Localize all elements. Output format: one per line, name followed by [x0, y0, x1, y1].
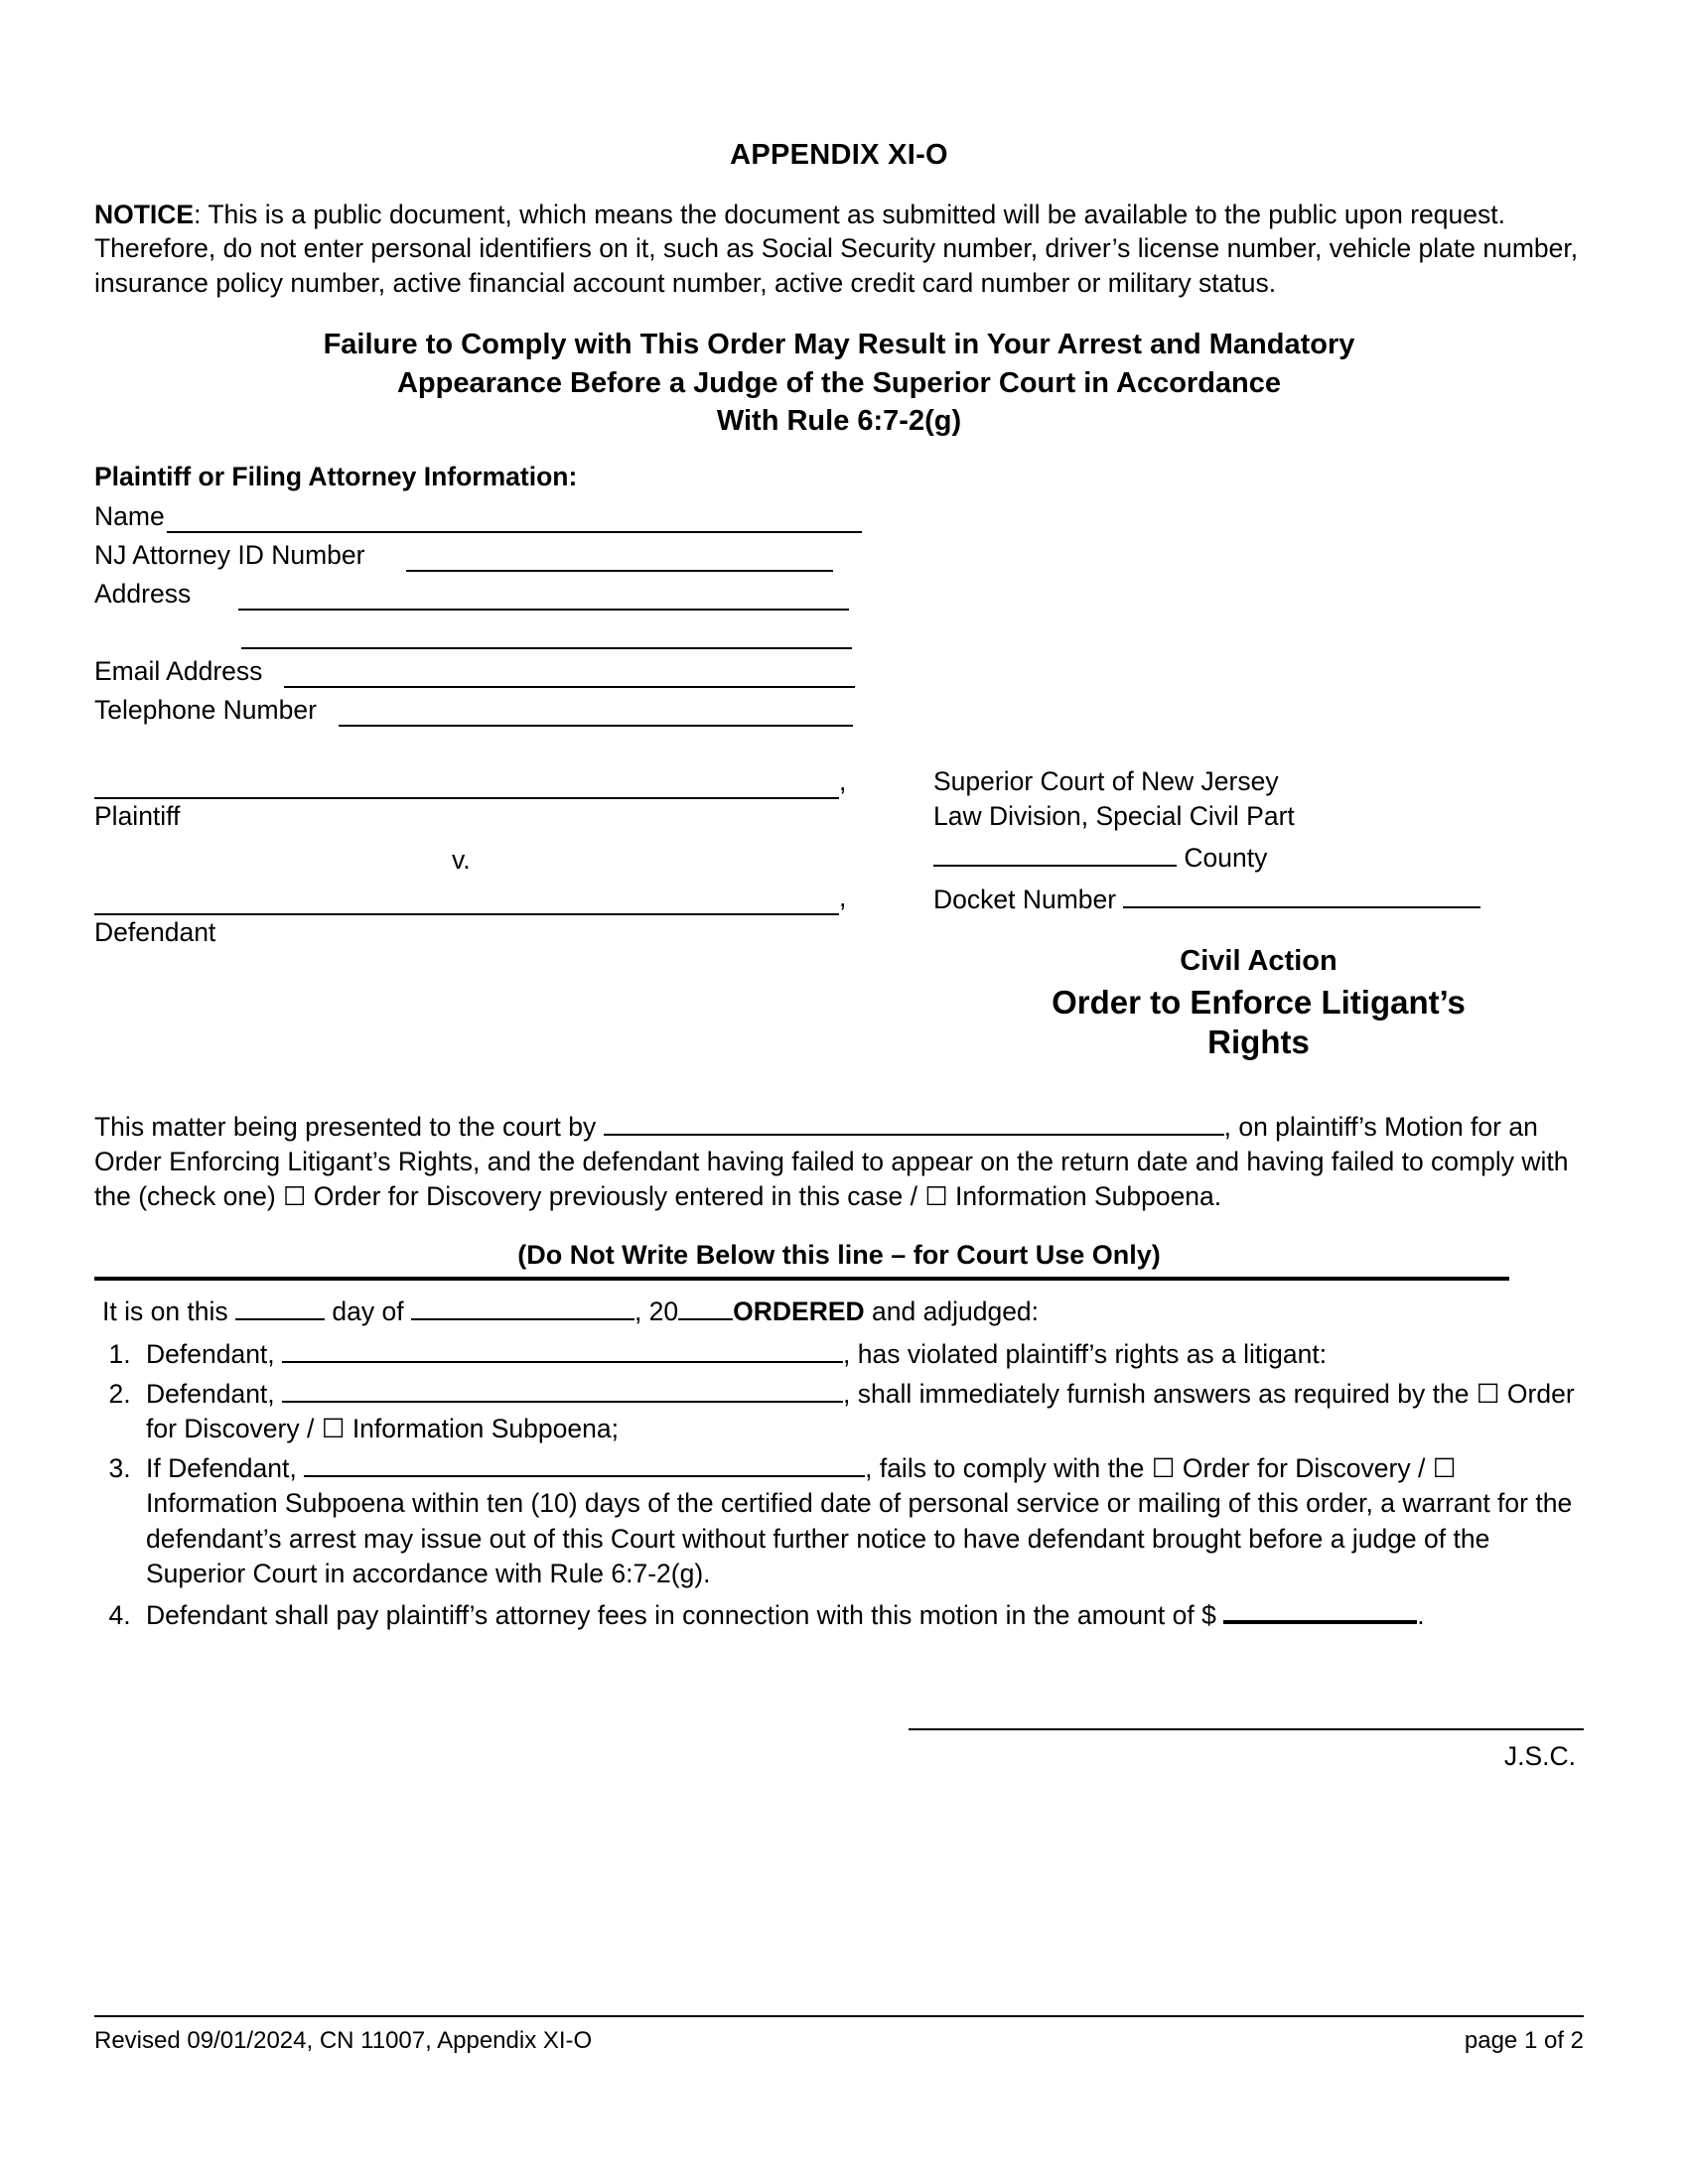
court-use-banner: (Do Not Write Below this line – for Court Use Only): [517, 1240, 1161, 1271]
docket-input[interactable]: [1123, 881, 1480, 908]
item-3-suffix: , fails to comply with the ☐ Order for Discovery / ☐ Information Subpoena within ten (10) days of the certified date of personal service or mailing of this order, a warrant for the defendant’s arrest may issue out of this Court without further notice to have defendant brought before a judge of the Superior Court in accordance with Rule 6:7-2(g).: [146, 1452, 1573, 1589]
it-is-on-this-text: It is on this: [102, 1297, 236, 1327]
failure-heading-line-3: With Rule 6:7-2(g): [716, 404, 962, 437]
docket-row: [933, 881, 1584, 916]
field-row-attorney-id: [94, 535, 1584, 572]
field-label-address: Address: [94, 578, 192, 609]
caption-block: [94, 764, 1584, 1092]
caption-left: [94, 764, 879, 949]
item-4-suffix: .: [1417, 1599, 1425, 1630]
order-title-line-2: Rights: [1207, 1023, 1310, 1060]
field-label-name: Name: [94, 500, 165, 531]
order-title-line-1: Order to Enforce Litigant’s: [1052, 983, 1466, 1021]
field-input-email[interactable]: [284, 662, 855, 688]
item-2-defendant-input[interactable]: [282, 1377, 843, 1403]
appendix-title: [94, 139, 1584, 172]
footer-right: page 1 of 2: [1464, 2027, 1584, 2054]
item-3-prefix: If Defendant,: [146, 1452, 305, 1483]
day-input[interactable]: [235, 1295, 325, 1320]
item-1-suffix: , has violated plaintiff’s rights as a litigant:: [843, 1339, 1328, 1370]
year-input[interactable]: [678, 1295, 733, 1320]
field-row-address: [94, 574, 1584, 611]
court-use-divider: [94, 1277, 1509, 1281]
field-row-telephone: [94, 690, 1584, 727]
field-label-attorney-id: NJ Attorney ID Number: [94, 539, 365, 570]
notice-text: : This is a public document, which means the document as submitted will be available to the public upon request. Therefore, do not enter personal identifiers on it, such as Social Security number, driver’s license number, vehicle plate number, insurance policy number, active financial account number, active credit card number or military status.: [94, 200, 1579, 298]
field-input-name[interactable]: [167, 507, 862, 533]
field-label-email: Email Address: [94, 655, 263, 686]
docket-label: Docket Number: [933, 885, 1117, 915]
plaintiff-caption-label: Plaintiff: [94, 800, 181, 831]
item-3-defendant-input[interactable]: [304, 1451, 865, 1477]
ordered-item-4: [138, 1596, 1584, 1634]
item-4-amount-input[interactable]: [1223, 1596, 1417, 1624]
document-body: [94, 139, 1584, 1772]
notice-label: NOTICE: [94, 200, 195, 229]
county-label: County: [1184, 842, 1268, 873]
page-footer: [94, 2015, 1584, 2055]
ordered-word: ORDERED: [733, 1297, 865, 1327]
presented-option-1: Order for Discovery previously entered in this case /: [306, 1181, 925, 1212]
year-prefix-text: , 20: [633, 1297, 679, 1327]
month-input[interactable]: [411, 1295, 634, 1320]
field-input-address-2[interactable]: [241, 623, 852, 649]
order-for-discovery-checkbox[interactable]: ☐: [283, 1181, 307, 1212]
plaintiff-name-input[interactable]: [94, 769, 839, 799]
ordered-item-1: [138, 1337, 1584, 1373]
caption-right: [933, 764, 1584, 1062]
item-4-prefix: Defendant shall pay plaintiff’s attorney fees in connection with this motion in the amount of $: [146, 1599, 1224, 1630]
field-row-name: [94, 496, 1584, 533]
defendant-name-input[interactable]: [94, 886, 839, 915]
presented-option-2: Information Subpoena.: [947, 1181, 1222, 1212]
signature-area: [94, 1703, 1584, 1735]
item-2-prefix: Defendant,: [146, 1378, 283, 1409]
failure-heading: [94, 326, 1584, 440]
defendant-caption-label: Defendant: [94, 916, 216, 947]
field-row-email: [94, 651, 1584, 688]
presented-text-after: , on plaintiff’s Motion for an Order Enforcing Litigant’s Rights, and the defendant having failed to appear on the return date and having failed to comply with the (check one): [94, 1112, 1569, 1212]
field-input-address[interactable]: [238, 585, 849, 611]
ordered-list: [94, 1337, 1584, 1633]
order-title: [933, 983, 1584, 1063]
judge-signature-input[interactable]: [909, 1703, 1584, 1730]
ordered-tail-text: and adjudged:: [864, 1297, 1040, 1327]
field-input-telephone[interactable]: [339, 701, 853, 727]
field-row-address-2: [94, 613, 1584, 649]
jsc-label: J.S.C.: [1503, 1741, 1576, 1772]
notice-paragraph: [94, 198, 1584, 300]
appendix-title-text: APPENDIX XI-O: [730, 139, 948, 171]
presented-paragraph: [94, 1110, 1584, 1214]
plaintiff-info-heading: Plaintiff or Filing Attorney Information:: [94, 462, 578, 492]
civil-action-label: Civil Action: [1180, 944, 1337, 977]
item-1-defendant-input[interactable]: [282, 1337, 843, 1363]
ordered-item-2: [138, 1377, 1584, 1447]
day-of-text: day of: [325, 1297, 411, 1327]
field-input-attorney-id[interactable]: [406, 546, 833, 572]
court-name-line-2: Law Division, Special Civil Part: [933, 800, 1295, 831]
it-is-on-this-line: [102, 1295, 1584, 1327]
item-1-prefix: Defendant,: [146, 1339, 283, 1370]
versus-label: v.: [452, 844, 471, 875]
item-2-suffix: , shall immediately furnish answers as required by the ☐ Order for Discovery / ☐ Information Subpoena;: [146, 1378, 1575, 1444]
county-row: [933, 839, 1584, 875]
presented-text-before: This matter being presented to the court by: [94, 1112, 604, 1143]
footer-left: Revised 09/01/2024, CN 11007, Appendix XI-O: [94, 2027, 593, 2054]
court-name-line-1: Superior Court of New Jersey: [933, 766, 1279, 797]
plaintiff-comma: ,: [839, 766, 847, 797]
failure-heading-line-1: Failure to Comply with This Order May Result in Your Arrest and Mandatory: [323, 329, 1355, 361]
presented-by-input[interactable]: [604, 1110, 1224, 1136]
field-label-telephone: Telephone Number: [94, 694, 317, 725]
ordered-item-3: [138, 1451, 1584, 1592]
failure-heading-line-2: Appearance Before a Judge of the Superior Court in Accordance: [396, 366, 1282, 399]
information-subpoena-checkbox[interactable]: ☐: [924, 1181, 948, 1212]
defendant-comma: ,: [839, 883, 847, 913]
county-input[interactable]: [933, 839, 1177, 867]
